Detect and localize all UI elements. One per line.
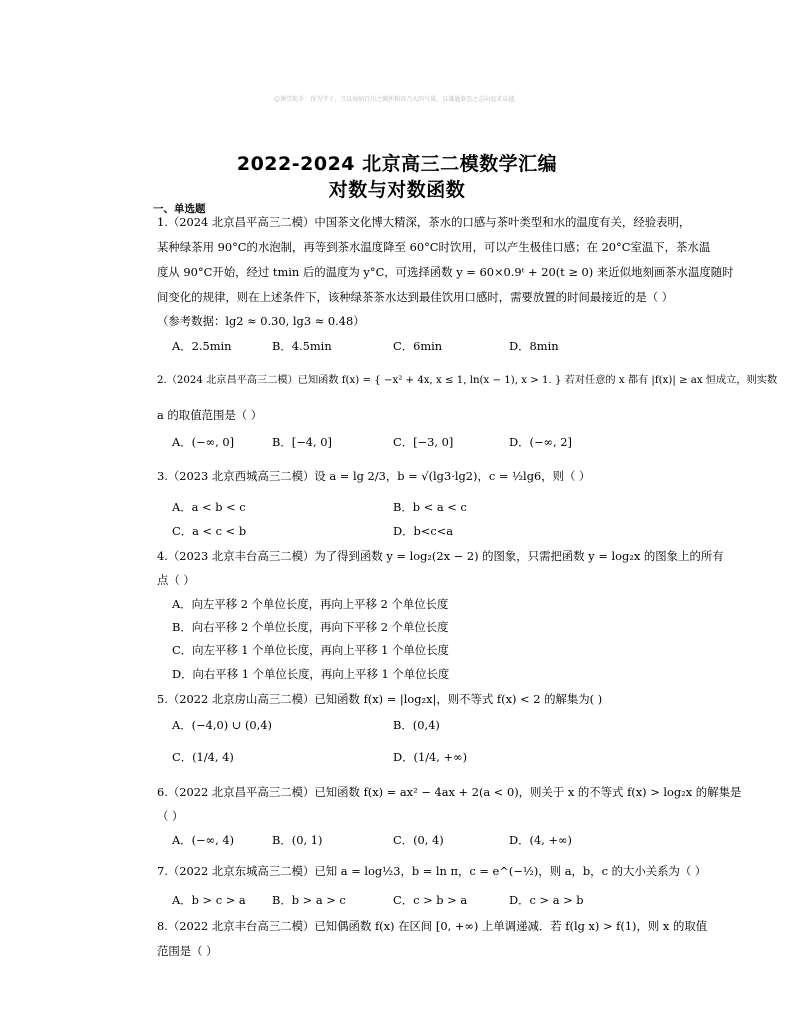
question-2-option-d: D．(−∞, 2] [509, 435, 572, 449]
question-4-option-c: C．向左平移 1 个单位长度，再向上平移 1 个单位长度 [172, 643, 449, 657]
question-3-option-b: B．b < a < c [393, 500, 467, 514]
question-5-option-d: D．(1/4, +∞) [393, 750, 468, 764]
watermark-text: ☺课堂助手：得为学子，当以海纳百川之胸怀和容乃大的气量，以谦逊姿态之志向追求卓越。 [273, 96, 521, 103]
section-heading: 一、单选题 [153, 203, 206, 215]
document-subtitle: 对数与对数函数 [328, 179, 466, 201]
question-6-option-b: B．(0, 1) [272, 833, 323, 847]
question-2-line-2: a 的取值范围是（ ） [157, 408, 263, 422]
question-1-option-b: B．4.5min [272, 339, 332, 353]
question-4-line-2: 点（ ） [157, 573, 195, 587]
question-7-option-c: C．c > b > a [393, 893, 468, 907]
question-5-option-a: A．(−4,0) ∪ (0,4) [172, 718, 272, 732]
question-4-line-1: 4.（2023 北京丰台高三二模）为了得到函数 y = log₂(2x − 2) 的图象，只需把函数 y = log₂x 的图象上的所有 [157, 549, 724, 563]
question-2-option-a: A．(−∞, 0] [172, 435, 235, 449]
question-5-line-1: 5.（2022 北京房山高三二模）已知函数 f(x) = |log₂x|，则不等式 f(x) < 2 的解集为( ) [157, 692, 603, 706]
question-7-line-1: 7.（2022 北京东城高三二模）已知 a = log½3，b = ln π，c = e^(−½)，则 a，b，c 的大小关系为（ ） [157, 864, 707, 878]
question-2-option-b: B．[−4, 0] [272, 435, 332, 449]
question-1-line-3: 度从 90°C开始，经过 tmin 后的温度为 y°C，可选择函数 y = 60×0.9ᵗ + 20(t ≥ 0) 来近似地刻画茶水温度随时 [157, 265, 734, 279]
question-6-option-a: A．(−∞, 4) [172, 833, 235, 847]
question-7-option-b: B．b > a > c [272, 893, 346, 907]
question-6-option-c: C．(0, 4) [393, 833, 444, 847]
question-1-line-1: 1.（2024 北京昌平高三二模）中国茶文化博大精深，茶水的口感与茶叶类型和水的温度有关，经验表明， [157, 215, 691, 229]
document-title: 2022-2024 北京高三二模数学汇编 [236, 153, 558, 175]
question-2-line-1: 2.（2024 北京昌平高三二模）已知函数 f(x) = { −x² + 4x, x ≤ 1, ln(x − 1), x > 1. } 若对任意的 x 都有 |f(x)| ≥ ax 恒成立，则实数 [157, 375, 778, 386]
question-3-line-1: 3.（2023 北京西城高三二模）设 a = lg 2/3，b = √(lg3·lg2)，c = ½lg6，则（ ） [157, 469, 591, 483]
question-1-line-4: 间变化的规律，则在上述条件下，该种绿茶茶水达到最佳饮用口感时，需要放置的时间最接近的是（ ） [157, 290, 674, 304]
question-2-option-c: C．[−3, 0] [393, 435, 454, 449]
question-3-option-c: C．a < c < b [172, 524, 247, 538]
question-5-option-c: C．(1/4, 4) [172, 750, 234, 764]
question-4-option-a: A．向左平移 2 个单位长度，再向上平移 2 个单位长度 [172, 597, 449, 611]
question-8-line-2: 范围是（ ） [157, 944, 218, 958]
question-3-option-d: D．b<c<a [393, 524, 454, 538]
question-4-option-d: D．向右平移 1 个单位长度，再向上平移 1 个单位长度 [172, 667, 450, 681]
question-1-option-a: A．2.5min [172, 339, 232, 353]
question-3-option-a: A．a < b < c [172, 500, 246, 514]
question-1-option-d: D．8min [509, 339, 559, 353]
question-6-line-2: （ ） [157, 809, 184, 823]
question-8-line-1: 8.（2022 北京丰台高三二模）已知偶函数 f(x) 在区间 [0, +∞) 上单调递减．若 f(lg x) > f(1)，则 x 的取值 [157, 919, 708, 933]
question-6-option-d: D．(4, +∞) [509, 833, 572, 847]
question-7-option-d: D．c > a > b [509, 893, 584, 907]
question-7-option-a: A．b > c > a [172, 893, 246, 907]
question-1-option-c: C．6min [393, 339, 443, 353]
question-1-line-5: （参考数据：lg2 ≈ 0.30, lg3 ≈ 0.48） [157, 314, 365, 328]
question-1-line-2: 某种绿茶用 90°C的水泡制，再等到茶水温度降至 60°C时饮用，可以产生极佳口感；在 20°C室温下，茶水温 [157, 240, 711, 254]
question-5-option-b: B．(0,4) [393, 718, 440, 732]
question-6-line-1: 6.（2022 北京昌平高三二模）已知函数 f(x) = ax² − 4ax + 2(a < 0)，则关于 x 的不等式 f(x) > log₂x 的解集是 [157, 785, 742, 799]
question-4-option-b: B．向右平移 2 个单位长度，再向下平移 2 个单位长度 [172, 620, 449, 634]
